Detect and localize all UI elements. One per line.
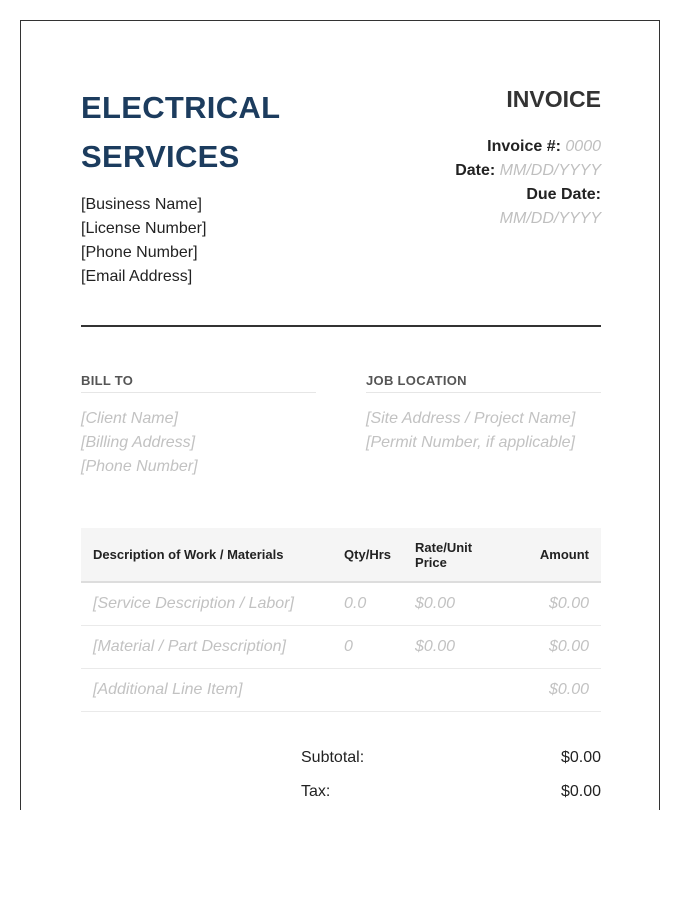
company-title-line1: ELECTRICAL [81,90,281,125]
invoice-page [20,20,660,810]
header-description: Description of Work / Materials [93,547,284,562]
table-row [81,669,601,712]
header-rate: Rate/Unit Price [415,539,473,570]
header-amount: Amount [539,547,589,562]
invoice-meta [361,85,601,231]
due-date-value: MM/DD/YYYY [499,210,601,227]
bill-to-details [81,407,316,479]
client-name: [Client Name] [81,410,178,427]
row-rate [403,669,501,712]
invoice-date-label: Date: [455,162,496,179]
row-amount: $0.00 [501,626,601,669]
company-title [81,83,381,181]
row-description: [Additional Line Item] [81,669,332,712]
job-location-details [366,407,601,455]
due-date-label: Due Date: [526,186,601,203]
invoice-title: INVOICE [506,86,601,112]
company-title-line2: SERVICES [81,139,240,174]
header-divider [81,325,601,327]
company-email: [Email Address] [81,268,193,285]
business-name: [Business Name] [81,196,202,213]
row-rate: $0.00 [403,626,501,669]
row-qty: 0 [332,626,403,669]
site-address: [Site Address / Project Name] [366,410,576,427]
row-amount: $0.00 [501,669,601,712]
invoice-number-row [361,135,601,159]
invoice-date-row [361,159,601,183]
tax-row [301,782,601,802]
row-qty: 0.0 [332,582,403,626]
table-header-row [81,528,601,582]
due-date-value-row [361,207,601,231]
row-qty [332,669,403,712]
row-rate: $0.00 [403,582,501,626]
row-amount: $0.00 [501,582,601,626]
license-number: [License Number] [81,220,207,237]
company-phone: [Phone Number] [81,244,198,261]
subtotal-value: $0.00 [560,749,601,766]
due-date-label-row [361,183,601,207]
tax-label: Tax: [301,783,331,800]
job-location-heading: JOB LOCATION [366,373,601,393]
company-details [81,193,206,289]
subtotal-label: Subtotal: [301,749,365,766]
bill-to-section [81,373,316,479]
table-row [81,582,601,626]
tax-value: $0.00 [560,783,601,800]
row-description: [Material / Part Description] [81,626,332,669]
invoice-number-label: Invoice #: [487,138,561,155]
row-description: [Service Description / Labor] [81,582,332,626]
totals-section [301,748,601,810]
permit-number: [Permit Number, if applicable] [366,434,575,451]
job-location-section [366,373,601,455]
line-items-table [81,528,601,712]
subtotal-row [301,748,601,768]
client-phone: [Phone Number] [81,458,198,475]
invoice-number-value: 0000 [565,138,601,155]
invoice-date-value: MM/DD/YYYY [499,162,601,179]
billing-address: [Billing Address] [81,434,196,451]
invoice-content [81,21,601,810]
table-row [81,626,601,669]
header-qty: Qty/Hrs [344,547,392,562]
bill-to-heading: BILL TO [81,373,316,393]
